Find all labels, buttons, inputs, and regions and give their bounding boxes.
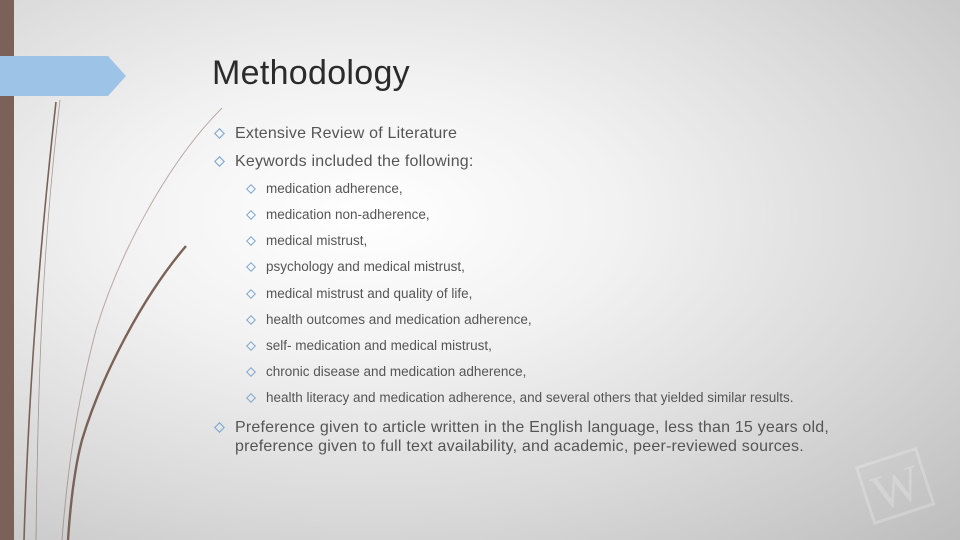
diamond-bullet-icon [246,236,256,246]
diamond-bullet-icon [246,289,256,299]
w-logo-watermark [848,440,948,530]
title-accent-tab [0,56,126,96]
diamond-bullet-icon [246,393,256,403]
diamond-bullet-icon [214,156,225,167]
bullet-item [214,418,829,456]
diamond-bullet-icon [246,341,256,351]
sub-bullet-text: health literacy and medication adherence, and several others that yielded similar results. [266,390,794,405]
sub-bullet-text: psychology and medical mistrust, [266,259,465,274]
sub-bullet-text: medical mistrust, [266,233,368,248]
diamond-bullet-icon [246,210,256,220]
bullet-text: Preference given to article written in the English language, less than 15 years old, preference given to full text availability, and academic, peer-reviewed sources. [235,419,830,455]
sub-bullet-item [246,338,492,354]
sub-bullet-text: medical mistrust and quality of life, [266,286,473,301]
diamond-bullet-icon [246,367,256,377]
sub-bullet-text: self- medication and medical mistrust, [266,338,492,353]
sub-bullet-item [246,390,794,406]
diamond-bullet-icon [246,315,256,325]
sub-bullet-item [246,259,465,275]
bullet-item [214,152,474,171]
sub-bullet-text: medication adherence, [266,181,403,196]
diamond-bullet-icon [214,422,225,433]
slide-title: Methodology [212,54,410,92]
svg-text:W: W [865,453,928,522]
sub-bullet-item [246,312,532,328]
bullet-item [214,124,457,143]
sub-bullet-item [246,364,526,380]
bullet-text: Keywords included the following: [235,153,474,170]
sub-bullet-item [246,207,430,223]
bullet-text: Extensive Review of Literature [235,125,458,142]
sub-bullet-text: medication non-adherence, [266,207,430,222]
diamond-bullet-icon [246,184,256,194]
sub-bullet-item [246,233,367,249]
sub-bullet-item [246,286,472,302]
sub-bullet-item [246,181,403,197]
diamond-bullet-icon [214,128,225,139]
sub-bullet-text: health outcomes and medication adherence, [266,312,532,327]
sub-bullet-text: chronic disease and medication adherence, [266,364,527,379]
diamond-bullet-icon [246,262,256,272]
